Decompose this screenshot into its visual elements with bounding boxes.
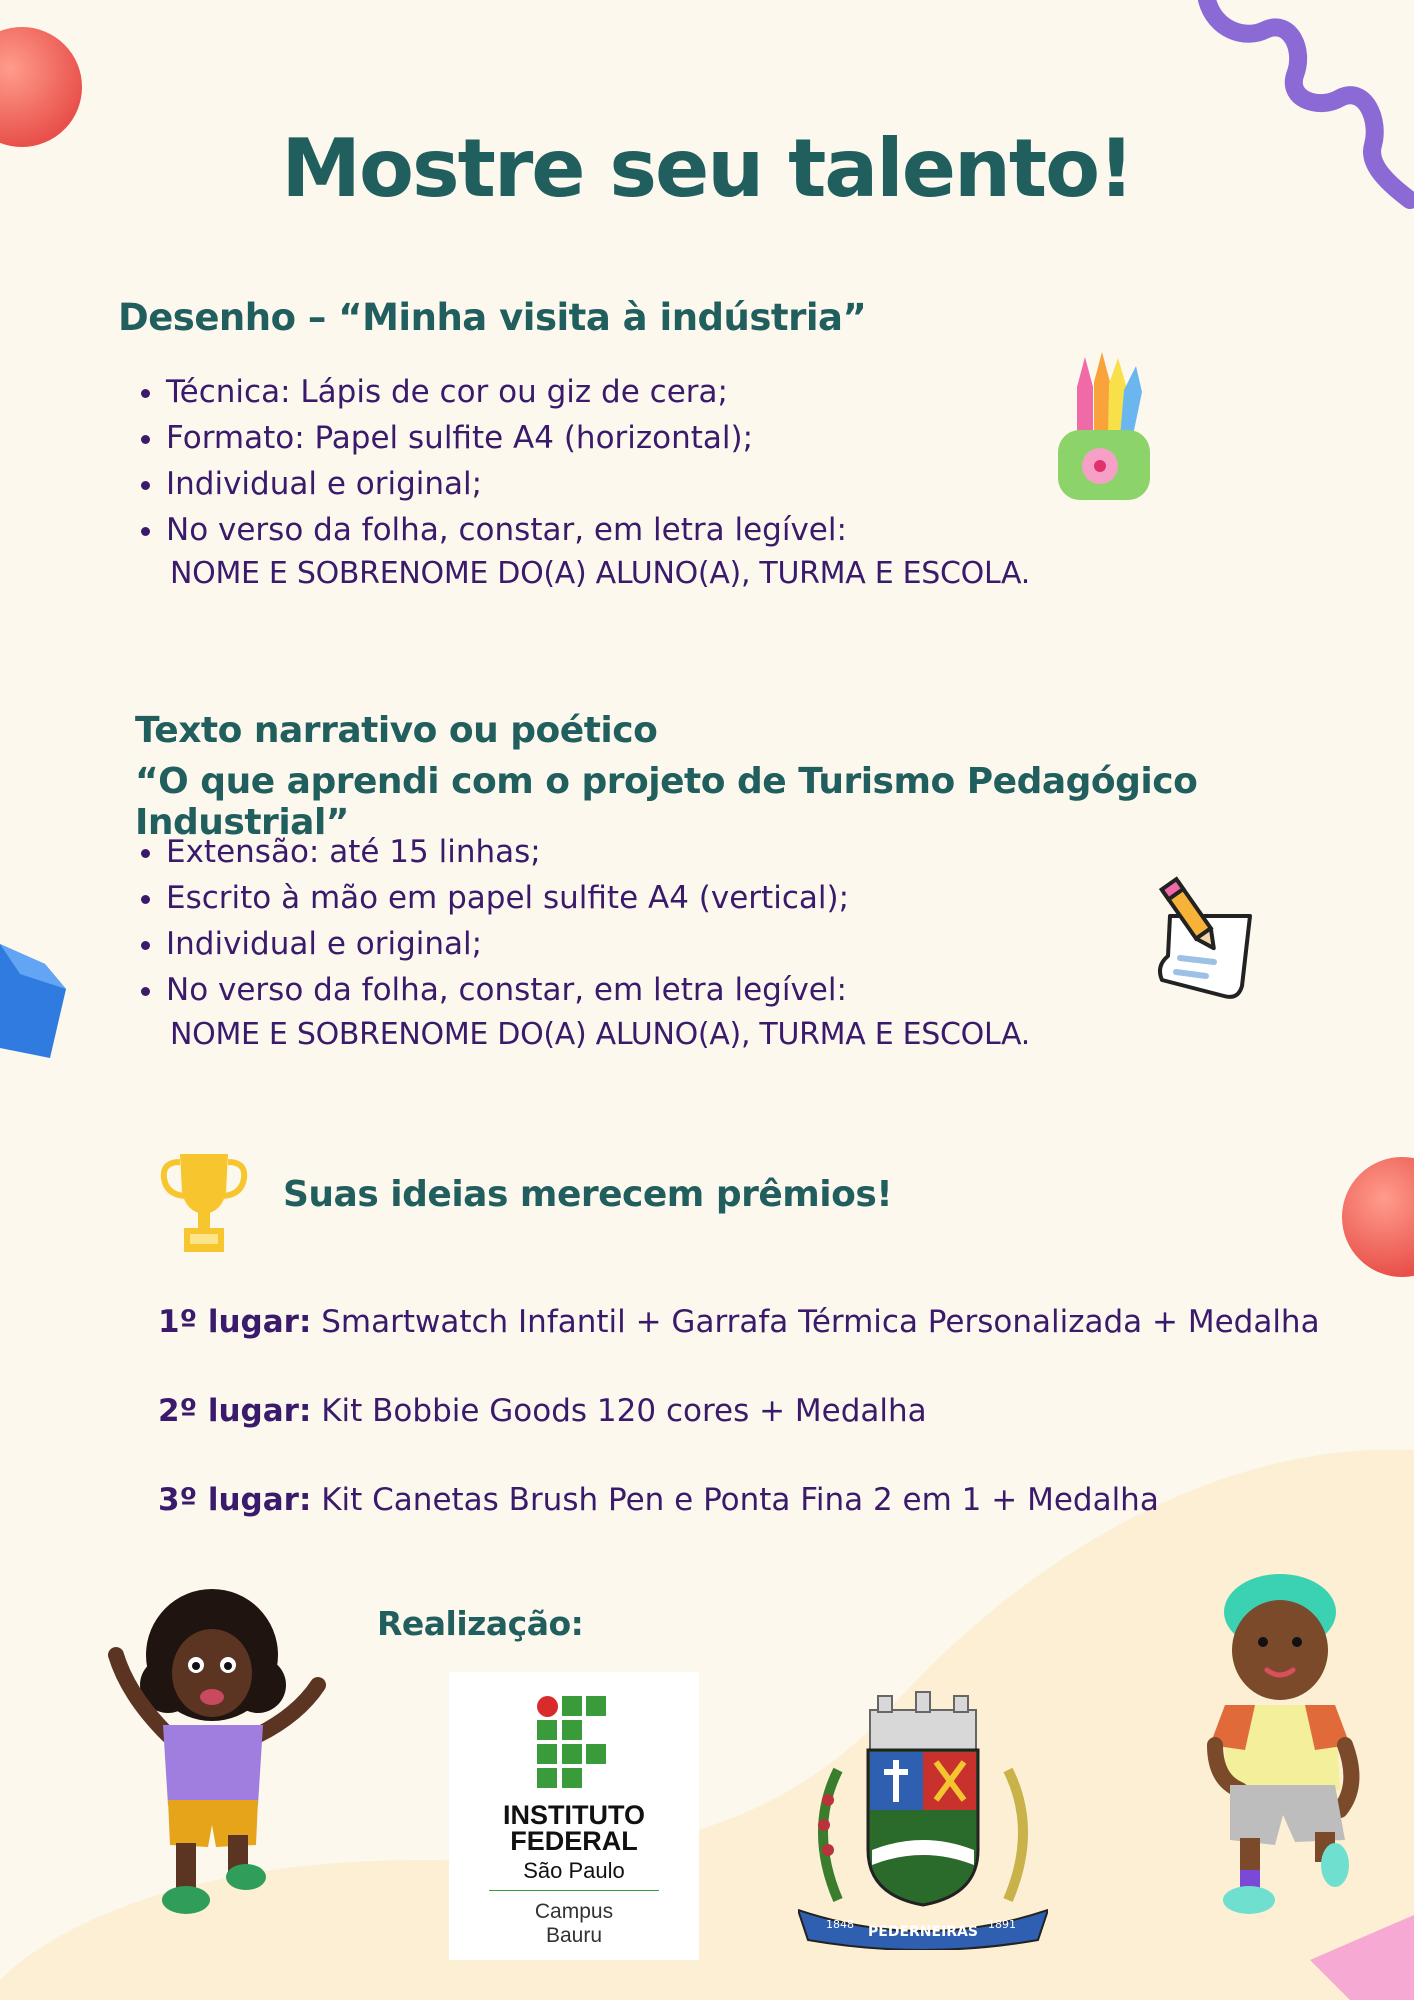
list-item: • Individual e original; xyxy=(166,921,849,967)
drawing-rules-list xyxy=(128,369,847,553)
crest-year-right: 1891 xyxy=(988,1918,1016,1931)
list-item: • Individual e original; xyxy=(166,461,847,507)
girl-character-icon xyxy=(108,1585,332,1925)
boy-character-icon xyxy=(1185,1570,1375,1920)
red-ball-right xyxy=(1340,1155,1414,1279)
prize-third xyxy=(158,1482,1159,1518)
pencil-cup-icon xyxy=(1052,352,1162,504)
crest-year-left: 1848 xyxy=(826,1918,854,1931)
page-title: Mostre seu talento! xyxy=(281,122,1133,215)
prizes-heading: Suas ideias merecem prêmios! xyxy=(283,1174,893,1215)
prize-description: Smartwatch Infantil + Garrafa Térmica Personalizada + Medalha xyxy=(321,1304,1320,1340)
pink-cone xyxy=(1310,1915,1414,2000)
text-heading-line2: “O que aprendi com o projeto de Turismo Pedagógico Industrial” xyxy=(135,761,1198,843)
trophy-icon xyxy=(160,1152,248,1256)
prize-place: 1º lugar: xyxy=(158,1304,312,1340)
realization-heading: Realização: xyxy=(377,1604,584,1643)
logo-campus: Campus Bauru xyxy=(534,1900,614,1947)
prize-description: Kit Canetas Brush Pen e Ponta Fina 2 em 1 + Medalha xyxy=(321,1482,1159,1518)
list-item: • No verso da folha, constar, em letra legível: xyxy=(166,967,849,1013)
prize-description: Kit Bobbie Goods 120 cores + Medalha xyxy=(321,1393,927,1429)
text-heading-line1: Texto narrativo ou poético xyxy=(135,710,658,751)
crest-banner-text: PEDERNEIRAS xyxy=(868,1924,978,1940)
logo-text: INSTITUTO FEDERAL xyxy=(502,1800,645,1856)
list-item: • Técnica: Lápis de cor ou giz de cera; xyxy=(166,369,847,415)
text-requirement: NOME E SOBRENOME DO(A) ALUNO(A), TURMA E ESCOLA. xyxy=(170,1017,1030,1052)
instituto-federal-logo xyxy=(449,1672,699,1960)
prize-second xyxy=(158,1393,927,1429)
prize-place: 2º lugar: xyxy=(158,1393,312,1429)
blue-cube xyxy=(0,944,68,1058)
list-item: • No verso da folha, constar, em letra legível: xyxy=(166,507,847,553)
text-rules-list xyxy=(128,829,849,1013)
list-item: • Extensão: até 15 linhas; xyxy=(166,829,849,875)
prize-place: 3º lugar: xyxy=(158,1482,312,1518)
logo-subtext: São Paulo xyxy=(523,1858,625,1883)
drawing-heading: Desenho – “Minha visita à indústria” xyxy=(118,296,867,339)
pencil-paper-icon xyxy=(1150,876,1260,1002)
pederneiras-crest xyxy=(798,1690,1048,1950)
list-item: • Formato: Papel sulfite A4 (horizontal); xyxy=(166,415,847,461)
drawing-requirement: NOME E SOBRENOME DO(A) ALUNO(A), TURMA E ESCOLA. xyxy=(170,556,1030,591)
list-item: • Escrito à mão em papel sulfite A4 (vertical); xyxy=(166,875,849,921)
prize-first xyxy=(158,1304,1320,1340)
